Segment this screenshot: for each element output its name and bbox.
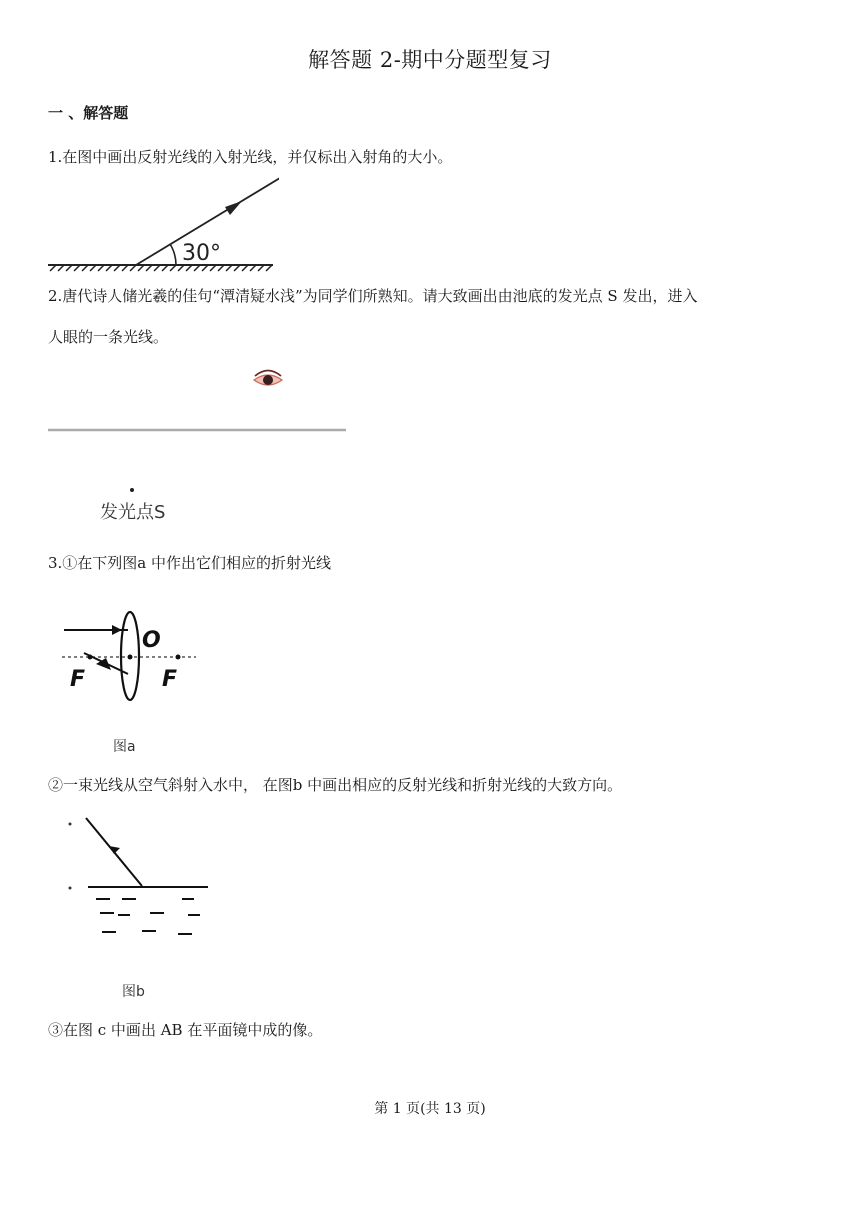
light-source-point	[130, 488, 134, 492]
label-f-left: F	[70, 667, 86, 692]
figure-caption-b: 图b	[122, 984, 145, 1000]
water-dashes	[96, 899, 200, 934]
eye-icon	[254, 371, 282, 386]
page-title: 解答题 2-期中分题型复习	[308, 48, 552, 72]
angle-arc	[170, 244, 176, 265]
question-3b-text: ②一束光线从空气斜射入水中， 在图b 中画出相应的反射光线和折射光线的大致方向。	[48, 776, 623, 794]
reflection-figure	[44, 174, 279, 274]
question-2-text-line1: 2.唐代诗人储光羲的佳句“潭清疑水浅”为同学们所熟知。请大致画出由池底的发光点 S 发出，进入	[48, 287, 698, 305]
question-1-text: 1.在图中画出反射光线的入射光线，并仅标出入射角的大小。	[48, 148, 453, 166]
water-figure-b	[60, 810, 230, 1005]
page-number: 第 1 页(共 13 页)	[374, 1101, 486, 1117]
section-heading: 一 、解答题	[48, 104, 129, 122]
light-source-label: 发光点S	[100, 502, 166, 523]
figure-caption-a: 图a	[113, 739, 136, 755]
question-3c-text: ③在图 c 中画出 AB 在平面镜中成的像。	[48, 1021, 323, 1039]
lens-figure-a	[56, 606, 206, 756]
question-3a-text: 3.①在下列图a 中作出它们相应的折射光线	[48, 554, 332, 572]
focus-right	[176, 655, 181, 660]
question-2-text-line2: 人眼的一条光线。	[48, 328, 169, 346]
ray-arrowhead	[225, 201, 242, 215]
optical-center	[128, 655, 133, 660]
angle-label: 30°	[182, 241, 221, 266]
label-o: O	[142, 628, 161, 653]
pond-figure	[44, 360, 354, 530]
label-f-right: F	[162, 667, 178, 692]
